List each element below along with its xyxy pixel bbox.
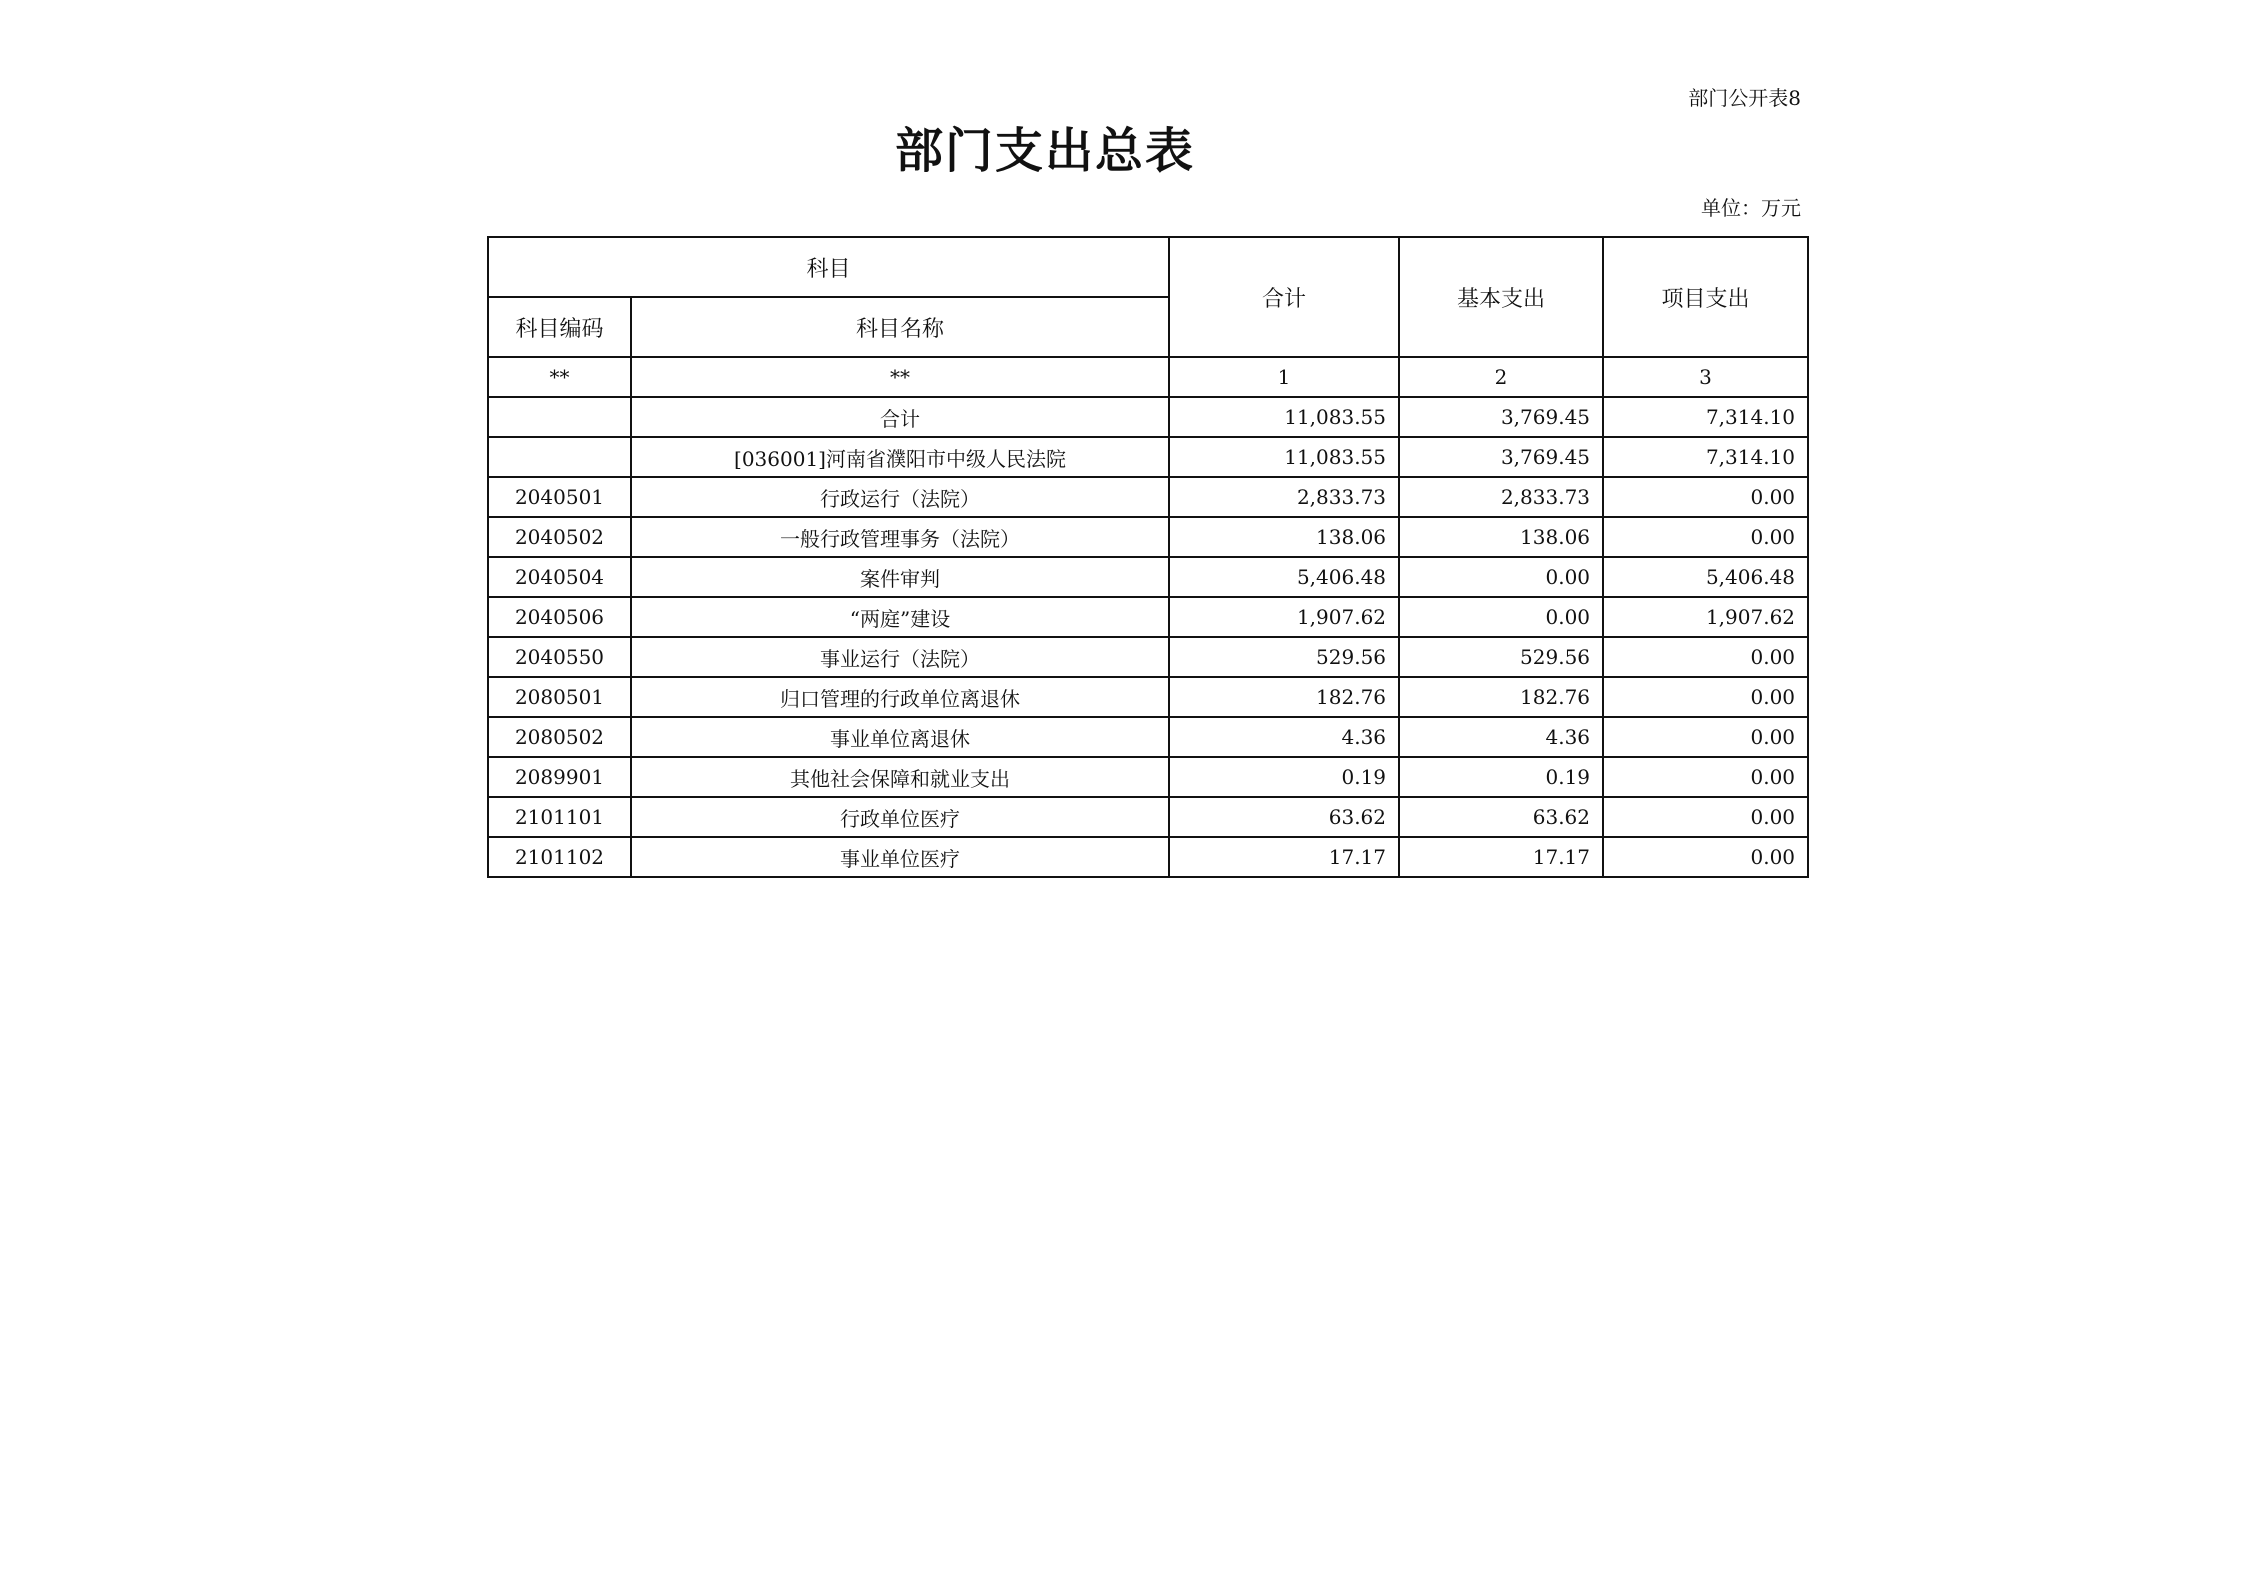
cell-name: 合计 (631, 397, 1169, 437)
cell-project: 5,406.48 (1603, 557, 1808, 597)
cell-total: 17.17 (1169, 837, 1399, 877)
header-subject-code: 科目编码 (488, 297, 631, 357)
cell-code: 2040502 (488, 517, 631, 557)
cell-total: 182.76 (1169, 677, 1399, 717)
header-subject-name: 科目名称 (631, 297, 1169, 357)
cell-name: 案件审判 (631, 557, 1169, 597)
index-project: 3 (1603, 357, 1808, 397)
table-row (488, 437, 1808, 477)
cell-code: 2089901 (488, 757, 631, 797)
index-code: ** (488, 357, 631, 397)
cell-basic: 3,769.45 (1399, 437, 1603, 477)
cell-basic: 3,769.45 (1399, 397, 1603, 437)
cell-basic: 4.36 (1399, 717, 1603, 757)
cell-project: 0.00 (1603, 477, 1808, 517)
cell-total: 2,833.73 (1169, 477, 1399, 517)
cell-name: 一般行政管理事务（法院） (631, 517, 1169, 557)
cell-name: 其他社会保障和就业支出 (631, 757, 1169, 797)
table-row (488, 557, 1808, 597)
cell-project: 0.00 (1603, 517, 1808, 557)
cell-name: 归口管理的行政单位离退休 (631, 677, 1169, 717)
table-row (488, 717, 1808, 757)
cell-project: 0.00 (1603, 717, 1808, 757)
unit-note: 单位：万元 (1701, 196, 1801, 220)
cell-code: 2080502 (488, 717, 631, 757)
cell-basic: 63.62 (1399, 797, 1603, 837)
cell-basic: 2,833.73 (1399, 477, 1603, 517)
cell-project: 1,907.62 (1603, 597, 1808, 637)
cell-project: 7,314.10 (1603, 397, 1808, 437)
cell-name: 行政单位医疗 (631, 797, 1169, 837)
cell-name: “两庭”建设 (631, 597, 1169, 637)
table-row (488, 517, 1808, 557)
cell-name: 行政运行（法院） (631, 477, 1169, 517)
cell-total: 0.19 (1169, 757, 1399, 797)
cell-code (488, 437, 631, 477)
cell-basic: 0.00 (1399, 597, 1603, 637)
header-basic-expense: 基本支出 (1399, 237, 1603, 357)
cell-basic: 182.76 (1399, 677, 1603, 717)
cell-code: 2040506 (488, 597, 631, 637)
cell-code: 2040501 (488, 477, 631, 517)
cell-project: 0.00 (1603, 837, 1808, 877)
cell-project: 7,314.10 (1603, 437, 1808, 477)
table-number: 部门公开表8 (1688, 86, 1801, 110)
expense-table (487, 236, 1809, 878)
cell-total: 11,083.55 (1169, 397, 1399, 437)
header-total: 合计 (1169, 237, 1399, 357)
table-row (488, 397, 1808, 437)
cell-basic: 0.19 (1399, 757, 1603, 797)
header-project-expense: 项目支出 (1603, 237, 1808, 357)
cell-basic: 17.17 (1399, 837, 1603, 877)
cell-code (488, 397, 631, 437)
cell-code: 2040550 (488, 637, 631, 677)
table-row (488, 797, 1808, 837)
table-row (488, 637, 1808, 677)
cell-basic: 529.56 (1399, 637, 1603, 677)
cell-project: 0.00 (1603, 757, 1808, 797)
cell-total: 1,907.62 (1169, 597, 1399, 637)
cell-name: 事业运行（法院） (631, 637, 1169, 677)
table-row (488, 757, 1808, 797)
cell-code: 2101102 (488, 837, 631, 877)
cell-total: 11,083.55 (1169, 437, 1399, 477)
cell-code: 2080501 (488, 677, 631, 717)
cell-total: 138.06 (1169, 517, 1399, 557)
table-row (488, 837, 1808, 877)
header-subject-group: 科目 (488, 237, 1169, 297)
table-body (488, 397, 1808, 877)
cell-total: 529.56 (1169, 637, 1399, 677)
cell-name: 事业单位医疗 (631, 837, 1169, 877)
page-title: 部门支出总表 (895, 123, 1196, 179)
cell-project: 0.00 (1603, 797, 1808, 837)
index-total: 1 (1169, 357, 1399, 397)
index-name: ** (631, 357, 1169, 397)
table-header (488, 237, 1808, 397)
table-row (488, 477, 1808, 517)
cell-total: 5,406.48 (1169, 557, 1399, 597)
index-row (488, 357, 1808, 397)
cell-project: 0.00 (1603, 677, 1808, 717)
cell-name: [036001]河南省濮阳市中级人民法院 (631, 437, 1169, 477)
table-row (488, 677, 1808, 717)
cell-name: 事业单位离退休 (631, 717, 1169, 757)
cell-project: 0.00 (1603, 637, 1808, 677)
cell-code: 2101101 (488, 797, 631, 837)
cell-total: 63.62 (1169, 797, 1399, 837)
cell-basic: 138.06 (1399, 517, 1603, 557)
cell-total: 4.36 (1169, 717, 1399, 757)
cell-basic: 0.00 (1399, 557, 1603, 597)
table-row (488, 597, 1808, 637)
cell-code: 2040504 (488, 557, 631, 597)
index-basic: 2 (1399, 357, 1603, 397)
